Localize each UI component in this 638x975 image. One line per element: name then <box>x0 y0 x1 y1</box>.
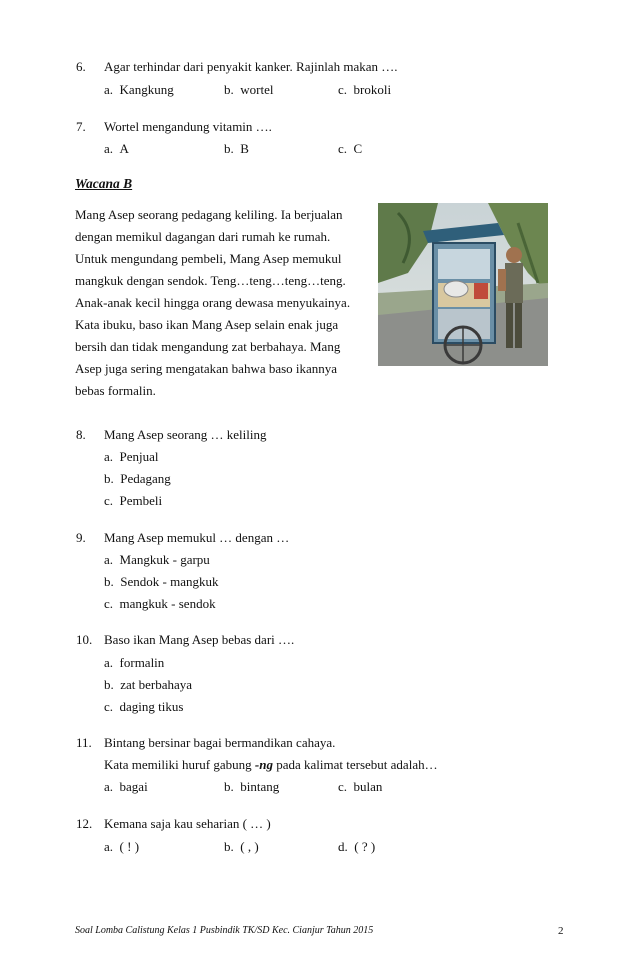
question-11-prompt: Kata memiliki huruf gabung -ng pada kalimat tersebut adalah… <box>104 757 438 772</box>
question-12-text: Kemana saja kau seharian ( … ) <box>104 816 271 831</box>
q8-option-a: a. Penjual <box>104 449 159 464</box>
vendor-cart-photo <box>378 203 548 366</box>
question-7-text: Wortel mengandung vitamin …. <box>104 119 272 134</box>
q7-option-a: a. A <box>104 141 129 156</box>
q12-option-b: b. ( , ) <box>224 839 259 854</box>
q6-option-c: c. brokoli <box>338 82 392 97</box>
q12-option-d: d. ( ? ) <box>338 839 376 854</box>
q9-option-a: a. Mangkuk - garpu <box>104 552 210 567</box>
highlighted-term: -ng <box>254 757 273 772</box>
reading-passage <box>75 204 375 402</box>
q10-option-c: c. daging tikus <box>104 699 184 714</box>
question-10-text: Baso ikan Mang Asep bebas dari …. <box>104 632 295 647</box>
passage-line: Kata ibuku, baso ikan Mang Asep selain enak juga <box>75 317 339 332</box>
q10-option-a: a. formalin <box>104 655 165 670</box>
q11-option-c: c. bulan <box>338 779 383 794</box>
passage-line: bersih dan tidak mengandung zat berbahaya. Mang <box>75 339 341 354</box>
q11-option-b: b. bintang <box>224 779 280 794</box>
q11-option-a: a. bagai <box>104 779 148 794</box>
question-11-text: Bintang bersinar bagai bermandikan cahaya. <box>104 735 336 750</box>
q8-option-c: c. Pembeli <box>104 493 163 508</box>
question-8-number: 8. <box>76 427 86 442</box>
page-number: 2 <box>558 925 564 937</box>
q7-option-b: b. B <box>224 141 249 156</box>
question-6-number: 6. <box>76 59 86 74</box>
passage-line: Asep juga sering mengatakan bahwa baso ikannya <box>75 361 338 376</box>
passage-line: mangkuk dengan sendok. Teng…teng…teng…teng. <box>75 273 346 288</box>
q8-option-b: b. Pedagang <box>104 471 171 486</box>
q12-option-a: a. ( ! ) <box>104 839 140 854</box>
passage-line: Mang Asep seorang pedagang keliling. Ia berjualan <box>75 207 343 222</box>
q6-option-b: b. wortel <box>224 82 274 97</box>
q9-option-b: b. Sendok - mangkuk <box>104 574 219 589</box>
passage-line: dengan memikul dagangan dari rumah ke rumah. <box>75 229 331 244</box>
q6-option-a: a. Kangkung <box>104 82 174 97</box>
question-10-number: 10. <box>76 632 93 647</box>
question-6-text: Agar terhindar dari penyakit kanker. Rajinlah makan …. <box>104 59 398 74</box>
question-9-number: 9. <box>76 530 86 545</box>
passage-line: Untuk mengundang pembeli, Mang Asep memukul <box>75 251 342 266</box>
question-11-number: 11. <box>76 735 92 750</box>
section-heading: Wacana B <box>75 176 133 191</box>
passage-line: Anak-anak kecil hingga orang dewasa menyukainya. <box>75 295 351 310</box>
q9-option-c: c. mangkuk - sendok <box>104 596 216 611</box>
footer-text: Soal Lomba Calistung Kelas 1 Pusbindik TK/SD Kec. Cianjur Tahun 2015 <box>75 925 374 936</box>
question-12-number: 12. <box>76 816 93 831</box>
q10-option-b: b. zat berbahaya <box>104 677 193 692</box>
q7-option-c: c. C <box>338 141 363 156</box>
question-9-text: Mang Asep memukul … dengan … <box>104 530 290 545</box>
passage-line: bebas formalin. <box>75 383 156 398</box>
question-7-number: 7. <box>76 119 86 134</box>
question-8-text: Mang Asep seorang … keliling <box>104 427 267 442</box>
